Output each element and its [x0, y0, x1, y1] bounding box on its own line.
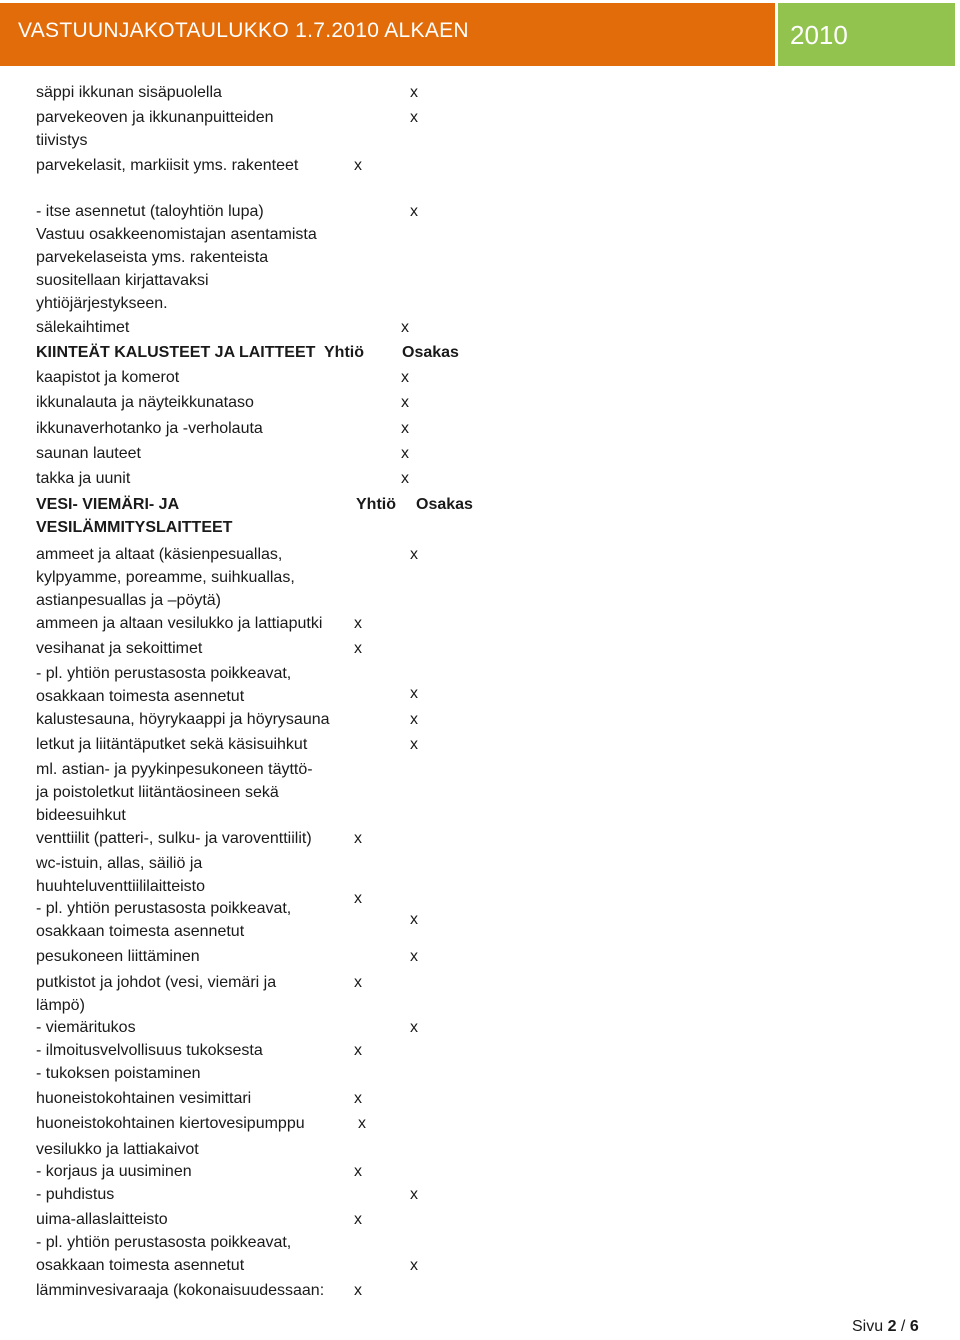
responsibility-mark: x	[354, 830, 362, 847]
row-label: osakkaan toimesta asennetut	[36, 923, 245, 940]
row-label: parvekelasit, markiisit yms. rakenteet	[36, 157, 299, 174]
responsibility-mark: x	[354, 1163, 362, 1180]
document-title: VASTUUNJAKOTAULUKKO 1.7.2010 ALKAEN	[18, 19, 469, 42]
responsibility-mark: x	[401, 369, 409, 386]
responsibility-mark: x	[354, 1211, 362, 1228]
row-label: kalustesauna, höyrykaappi ja höyrysauna	[36, 711, 330, 728]
row-label: ikkunalauta ja näyteikkunataso	[36, 394, 254, 411]
row-label: kylpyamme, poreamme, suihkuallas,	[36, 569, 295, 586]
responsibility-mark: x	[410, 1257, 418, 1274]
row-label: vesilukko ja lattiakaivot	[36, 1141, 199, 1158]
row-label: ml. astian- ja pyykinpesukoneen täyttö-	[36, 761, 313, 778]
row-label: suositellaan kirjattavaksi	[36, 272, 209, 289]
row-label: kaapistot ja komerot	[36, 369, 180, 386]
responsibility-mark: x	[410, 203, 418, 220]
responsibility-mark: x	[401, 394, 409, 411]
row-label: - ilmoitusvelvollisuus tukoksesta	[36, 1042, 263, 1059]
column-header-yhtio: Yhtiö	[356, 496, 396, 513]
row-label: huuhteluventtiililaitteisto	[36, 878, 205, 895]
responsibility-mark: x	[354, 615, 362, 632]
row-label: parvekelaseista yms. rakenteista	[36, 249, 269, 266]
responsibility-mark: x	[354, 1090, 362, 1107]
row-label: osakkaan toimesta asennetut	[36, 688, 245, 705]
responsibility-mark: x	[410, 1019, 418, 1036]
responsibility-mark: x	[410, 109, 418, 126]
row-label: - pl. yhtiön perustasosta poikkeavat,	[36, 900, 292, 917]
row-label: lämminvesivaraaja (kokonaisuudessaan:	[36, 1282, 325, 1299]
page-number	[852, 1318, 919, 1336]
responsibility-mark: x	[410, 948, 418, 965]
row-label: huoneistokohtainen kiertovesipumppu	[36, 1115, 305, 1132]
row-label: - korjaus ja uusiminen	[36, 1163, 192, 1180]
row-label: - pl. yhtiön perustasosta poikkeavat,	[36, 665, 292, 682]
section-heading: KIINTEÄT KALUSTEET JA LAITTEET	[36, 344, 316, 361]
row-label: parvekeoven ja ikkunanpuitteiden	[36, 109, 274, 126]
row-label: osakkaan toimesta asennetut	[36, 1257, 245, 1274]
responsibility-mark: x	[410, 911, 418, 928]
responsibility-mark: x	[354, 1282, 362, 1299]
row-label: tiivistys	[36, 132, 88, 149]
responsibility-mark: x	[410, 736, 418, 753]
row-label: uima-allaslaitteisto	[36, 1211, 168, 1228]
row-label: ammeet ja altaat (käsienpesuallas,	[36, 546, 283, 563]
responsibility-mark: x	[410, 685, 418, 702]
responsibility-mark: x	[401, 420, 409, 437]
row-label: sälekaihtimet	[36, 319, 130, 336]
row-label: ja poistoletkut liitäntäosineen sekä	[36, 784, 279, 801]
responsibility-mark: x	[401, 445, 409, 462]
row-label: letkut ja liitäntäputket sekä käsisuihkut	[36, 736, 308, 753]
document-header	[0, 0, 960, 72]
row-label: Vastuu osakkeenomistajan asentamista	[36, 226, 317, 243]
responsibility-mark: x	[354, 974, 362, 991]
row-label: astianpesuallas ja –pöytä)	[36, 592, 222, 609]
responsibility-mark: x	[354, 890, 362, 907]
row-label: bideesuihkut	[36, 807, 126, 824]
page-separator: /	[896, 1318, 910, 1335]
document-year: 2010	[790, 20, 848, 50]
row-label: lämpö)	[36, 997, 85, 1014]
row-label: pesukoneen liittäminen	[36, 948, 200, 965]
row-label: - pl. yhtiön perustasosta poikkeavat,	[36, 1234, 292, 1251]
row-label: ammeen ja altaan vesilukko ja lattiaputki	[36, 615, 323, 632]
responsibility-mark: x	[410, 84, 418, 101]
responsibility-mark: x	[410, 1186, 418, 1203]
row-label: saunan lauteet	[36, 445, 141, 462]
row-label: - puhdistus	[36, 1186, 115, 1203]
column-header-osakas: Osakas	[402, 344, 459, 361]
section-heading: VESI- VIEMÄRI- JA	[36, 496, 180, 513]
row-label: - viemäritukos	[36, 1019, 136, 1036]
year-bar	[778, 3, 955, 66]
row-label: säppi ikkunan sisäpuolella	[36, 84, 222, 101]
responsibility-mark: x	[354, 640, 362, 657]
responsibility-mark: x	[410, 546, 418, 563]
responsibility-mark: x	[358, 1115, 366, 1132]
responsibility-mark: x	[354, 1042, 362, 1059]
row-label: ikkunaverhotanko ja -verholauta	[36, 420, 263, 437]
row-label: wc-istuin, allas, säiliö ja	[36, 855, 203, 872]
row-label: huoneistokohtainen vesimittari	[36, 1090, 252, 1107]
row-label: takka ja uunit	[36, 470, 131, 487]
title-bar	[0, 3, 775, 66]
page-current: 2	[887, 1318, 897, 1335]
responsibility-mark: x	[401, 319, 409, 336]
row-label: vesihanat ja sekoittimet	[36, 640, 203, 657]
page-total: 6	[909, 1318, 919, 1335]
column-header-osakas: Osakas	[416, 496, 473, 513]
page-prefix: Sivu	[852, 1318, 888, 1335]
row-label: venttiilit (patteri-, sulku- ja varoventtiilit)	[36, 830, 312, 847]
section-heading: VESILÄMMITYSLAITTEET	[36, 519, 233, 536]
responsibility-mark: x	[401, 470, 409, 487]
row-label: putkistot ja johdot (vesi, viemäri ja	[36, 974, 277, 991]
row-label: - tukoksen poistaminen	[36, 1065, 201, 1082]
responsibility-mark: x	[354, 157, 362, 174]
responsibility-mark: x	[410, 711, 418, 728]
row-label: - itse asennetut (taloyhtiön lupa)	[36, 203, 264, 220]
row-label: yhtiöjärjestykseen.	[36, 295, 168, 312]
column-header-yhtio: Yhtiö	[324, 344, 364, 361]
